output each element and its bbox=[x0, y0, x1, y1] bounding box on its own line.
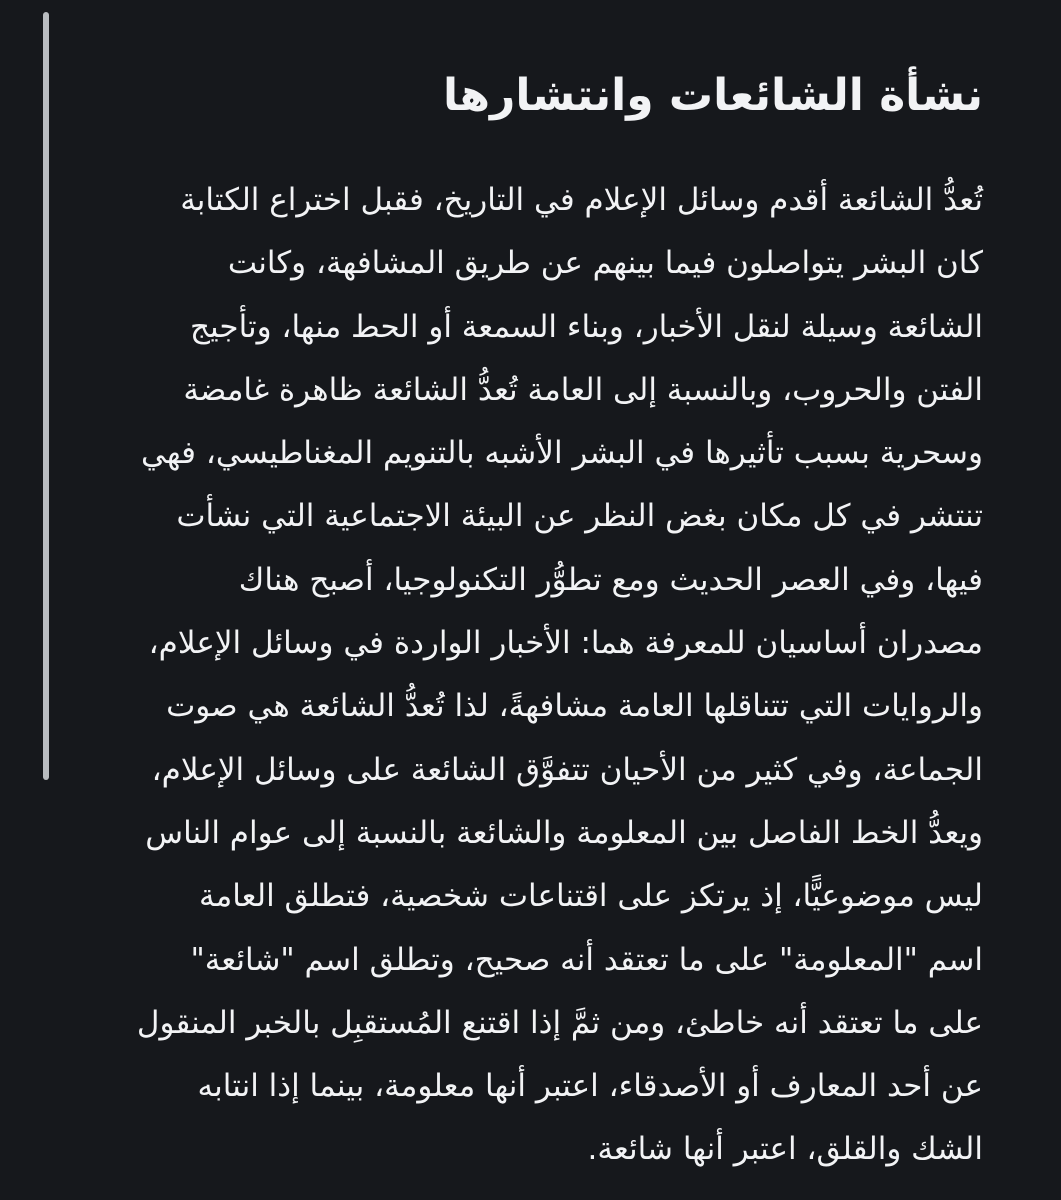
body-line: والروايات التي تتناقلها العامة مشافهةً، لذا تُعدُّ الشائعة هي صوت bbox=[166, 688, 983, 725]
body-line: كان البشر يتواصلون فيما بينهم عن طريق المشافهة، وكانت bbox=[227, 245, 983, 282]
body-line: ليس موضوعيًّا، إذ يرتكز على اقتناعات شخصية، فتطلق العامة bbox=[199, 878, 983, 915]
scrollbar-thumb[interactable] bbox=[43, 12, 49, 780]
body-line: الشائعة وسيلة لنقل الأخبار، وبناء السمعة أو الحط منها، وتأجيج bbox=[190, 308, 983, 345]
body-line: الفتن والحروب، وبالنسبة إلى العامة تُعدُّ الشائعة ظاهرة غامضة bbox=[183, 371, 983, 408]
body-line: عن أحد المعارف أو الأصدقاء، اعتبر أنها معلومة، بينما إذا انتابه bbox=[197, 1068, 983, 1105]
body-line: اسم "المعلومة" على ما تعتقد أنه صحيح، وتطلق اسم "شائعة" bbox=[190, 941, 983, 978]
body-line: تنتشر في كل مكان بغض النظر عن البيئة الاجتماعية التي نشأت bbox=[176, 498, 983, 535]
body-line: ويعدُّ الخط الفاصل بين المعلومة والشائعة بالنسبة إلى عوام الناس bbox=[145, 814, 983, 851]
body-line: فيها، وفي العصر الحديث ومع تطوُّر التكنولوجيا، أصبح هناك bbox=[238, 561, 983, 598]
body-line: مصدران أساسيان للمعرفة هما: الأخبار الواردة في وسائل الإعلام، bbox=[148, 625, 983, 662]
body-line: تُعدُّ الشائعة أقدم وسائل الإعلام في التاريخ، فقبل اختراع الكتابة bbox=[180, 182, 983, 218]
article bbox=[80, 58, 983, 1182]
article-title: نشأة الشائعات وانتشارها bbox=[443, 70, 983, 121]
body-line: وسحرية بسبب تأثيرها في البشر الأشبه بالتنويم المغناطيسي، فهي bbox=[141, 435, 983, 472]
body-line: على ما تعتقد أنه خاطئ، ومن ثمَّ إذا اقتنع المُستقبِل بالخبر المنقول bbox=[136, 1004, 983, 1041]
article-body bbox=[80, 169, 983, 1182]
body-line: الشك والقلق، اعتبر أنها شائعة. bbox=[587, 1131, 983, 1168]
body-line: الجماعة، وفي كثير من الأحيان تتفوَّق الشائعة على وسائل الإعلام، bbox=[151, 751, 983, 788]
